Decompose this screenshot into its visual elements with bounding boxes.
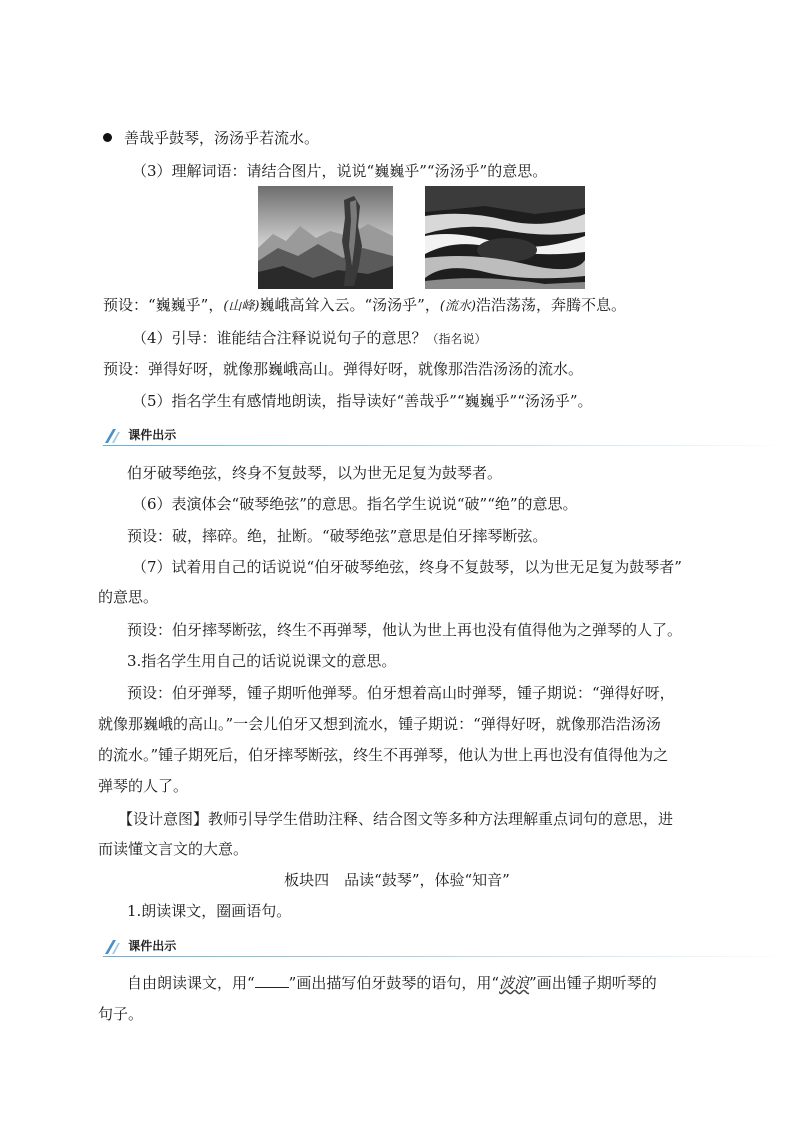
- bullet-line: [103, 128, 319, 148]
- text: ”画出锺子期听琴的: [529, 974, 657, 992]
- wavy-line-sample: 波浪: [499, 974, 530, 992]
- underline-sample: [255, 973, 289, 988]
- mountain-photo: [258, 186, 393, 289]
- step-6: （6）表演体会“破琴绝弦”的意思。指名学生说说“破”“绝”的意思。: [132, 495, 578, 513]
- courseware-text: 伯牙破琴绝弦，终身不复鼓琴，以为世无足复为鼓琴者。: [127, 464, 503, 482]
- tag-rule: [103, 956, 793, 957]
- text: 预设：“巍巍乎”，: [103, 296, 224, 314]
- preset-5-cont: 的流水。”锺子期死后，伯牙摔琴断弦，终生不再弹琴，他认为世上再也没有值得他为之: [98, 746, 669, 764]
- bullet-icon: [103, 133, 112, 142]
- courseware-text-2-cont: 句子。: [98, 1005, 144, 1023]
- slash-marker-icon: [103, 429, 121, 443]
- text: 巍峨高耸入云。“汤汤乎”，: [259, 296, 440, 314]
- text: 自由朗读课文，用“: [127, 974, 255, 992]
- text: （4）引导：谁能结合注释说说句子的意思？: [132, 329, 427, 347]
- step-3: （3）理解词语：请结合图片，说说“巍巍乎”“汤汤乎”的意思。: [132, 162, 548, 180]
- slash-marker-icon: [103, 940, 121, 954]
- text: 浩浩荡荡，奔腾不息。: [476, 296, 627, 314]
- courseware-text-2: [127, 973, 657, 993]
- text: 善哉乎鼓琴，汤汤乎若流水。: [124, 129, 320, 147]
- text: ”画出描写伯牙鼓琴的语句，用“: [288, 974, 500, 992]
- step-4: [132, 328, 487, 349]
- preset-1: [103, 295, 626, 317]
- step-1: 1.朗读课文，圈画语句。: [127, 902, 292, 920]
- handwritten-note: (山峰): [223, 299, 260, 314]
- note: （指名说）: [426, 332, 487, 346]
- preset-3: 预设：破，摔碎。绝，扯断。“破琴绝弦”意思是伯牙摔琴断弦。: [127, 527, 548, 545]
- handwritten-note: (流水): [439, 299, 476, 314]
- preset-4: 预设：伯牙摔琴断弦，终生不再弹琴，他认为世上再也没有值得他为之弹琴的人了。: [127, 621, 683, 639]
- section-heading: 板块四 品读“鼓琴”，体验“知音”: [284, 871, 510, 889]
- step-7-cont: 的意思。: [98, 588, 159, 606]
- step-5: （5）指名学生有感情地朗读，指导读好“善哉乎”“巍巍乎”“汤汤乎”。: [132, 392, 593, 410]
- preset-5: 预设：伯牙弹琴，锺子期听他弹琴。伯牙想着高山时弹琴，锺子期说：“弹得好呀，: [127, 684, 675, 702]
- preset-2: 预设：弹得好呀，就像那巍峨高山。弹得好呀，就像那浩浩汤汤的流水。: [103, 360, 584, 378]
- courseware-tag: [103, 936, 176, 956]
- courseware-tag: [103, 425, 176, 445]
- tag-label: 课件出示: [128, 939, 177, 953]
- tag-label: 课件出示: [128, 428, 177, 442]
- design-intent-cont: 而读懂文言文的大意。: [98, 840, 249, 858]
- design-intent: 【设计意图】教师引导学生借助注释、结合图文等多种方法理解重点词句的意思，进: [118, 810, 674, 828]
- step-7: （7）试着用自己的话说说“伯牙破琴绝弦，终身不复鼓琴，以为世无足复为鼓琴者”: [132, 558, 682, 576]
- tag-rule: [103, 445, 793, 446]
- preset-5-cont: 就像那巍峨的高山。”一会儿伯牙又想到流水，锺子期说：“弹得好呀，就像那浩浩汤汤: [98, 715, 661, 733]
- step-3-heading: 3.指名学生用自己的话说说课文的意思。: [127, 652, 397, 670]
- river-photo: [425, 186, 585, 289]
- preset-5-cont: 弹琴的人了。: [98, 777, 189, 795]
